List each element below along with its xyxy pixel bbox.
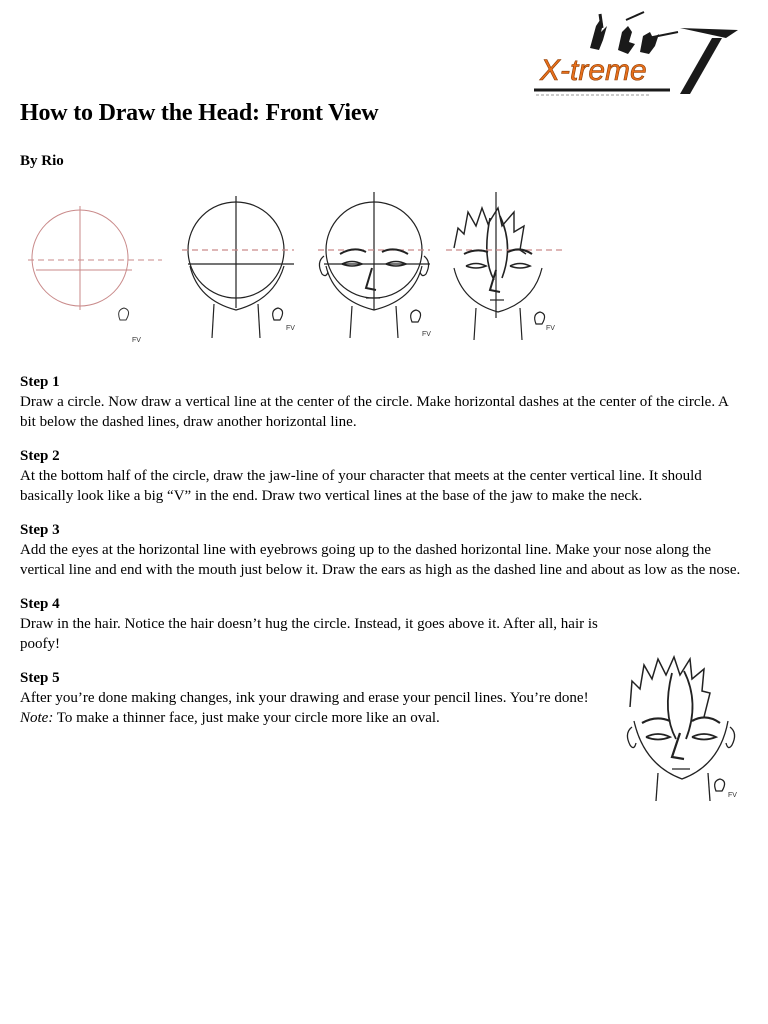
step-3-body: Add the eyes at the horizontal line with eyebrows going up to the dashed horizontal line. Make your nose along the vertical line and end with the mouth just below it. Draw the ears as high as the dashed line and about as low as the nose. — [20, 542, 741, 578]
step-1-body: Draw a circle. Now draw a vertical line at the center of the circle. Make horizontal dashes at the center of the circle. A bit below the dashed lines, draw another horizontal line. — [20, 394, 729, 430]
step-3-heading: Step 3 — [20, 522, 60, 538]
step-5-heading: Step 5 — [20, 670, 60, 686]
sketch-label-1: FV — [132, 337, 141, 344]
step-4-body: Draw in the hair. Notice the hair doesn’t hug the circle. Instead, it goes above it. After all, hair is poofy! — [20, 616, 598, 652]
author-byline: By Rio — [20, 153, 64, 169]
step-5-body-start: After you’re done making changes, ink your drawing and erase your pencil lines. You’re done! — [20, 690, 589, 706]
page-title: How to Draw the Head: Front View — [20, 100, 379, 126]
step-4-heading: Step 4 — [20, 596, 60, 612]
sketch-label-2: FV — [286, 325, 295, 332]
step-3 — [20, 520, 744, 580]
sketch-step-2 — [182, 196, 295, 338]
step-5-body-end: To make a thinner face, just make your circle more like an oval. — [53, 710, 440, 726]
sketch-label-3: FV — [422, 331, 431, 338]
final-sketch-label: FV — [728, 792, 737, 799]
step-1-heading: Step 1 — [20, 374, 60, 390]
logo-text: X-treme — [540, 54, 647, 87]
final-head-illustration — [620, 645, 748, 805]
step-2 — [20, 446, 744, 506]
sketch-label-4: FV — [546, 325, 555, 332]
xtreme-logo — [530, 8, 742, 100]
sketch-step-4 — [446, 192, 562, 340]
step-2-heading: Step 2 — [20, 448, 60, 464]
step-5-body — [20, 688, 620, 728]
head-steps-illustration — [22, 188, 582, 348]
step-2-body: At the bottom half of the circle, draw the jaw-line of your character that meets at the center vertical line. It should basically look like a big “V” in the end. Draw two vertical lines at the base of the jaw to make the neck. — [20, 468, 702, 504]
sketch-step-3 — [318, 192, 431, 338]
logo-graphic — [530, 8, 742, 100]
sketch-step-1 — [28, 206, 162, 344]
step-1 — [20, 372, 744, 432]
step-5-note-label: Note: — [20, 710, 54, 726]
